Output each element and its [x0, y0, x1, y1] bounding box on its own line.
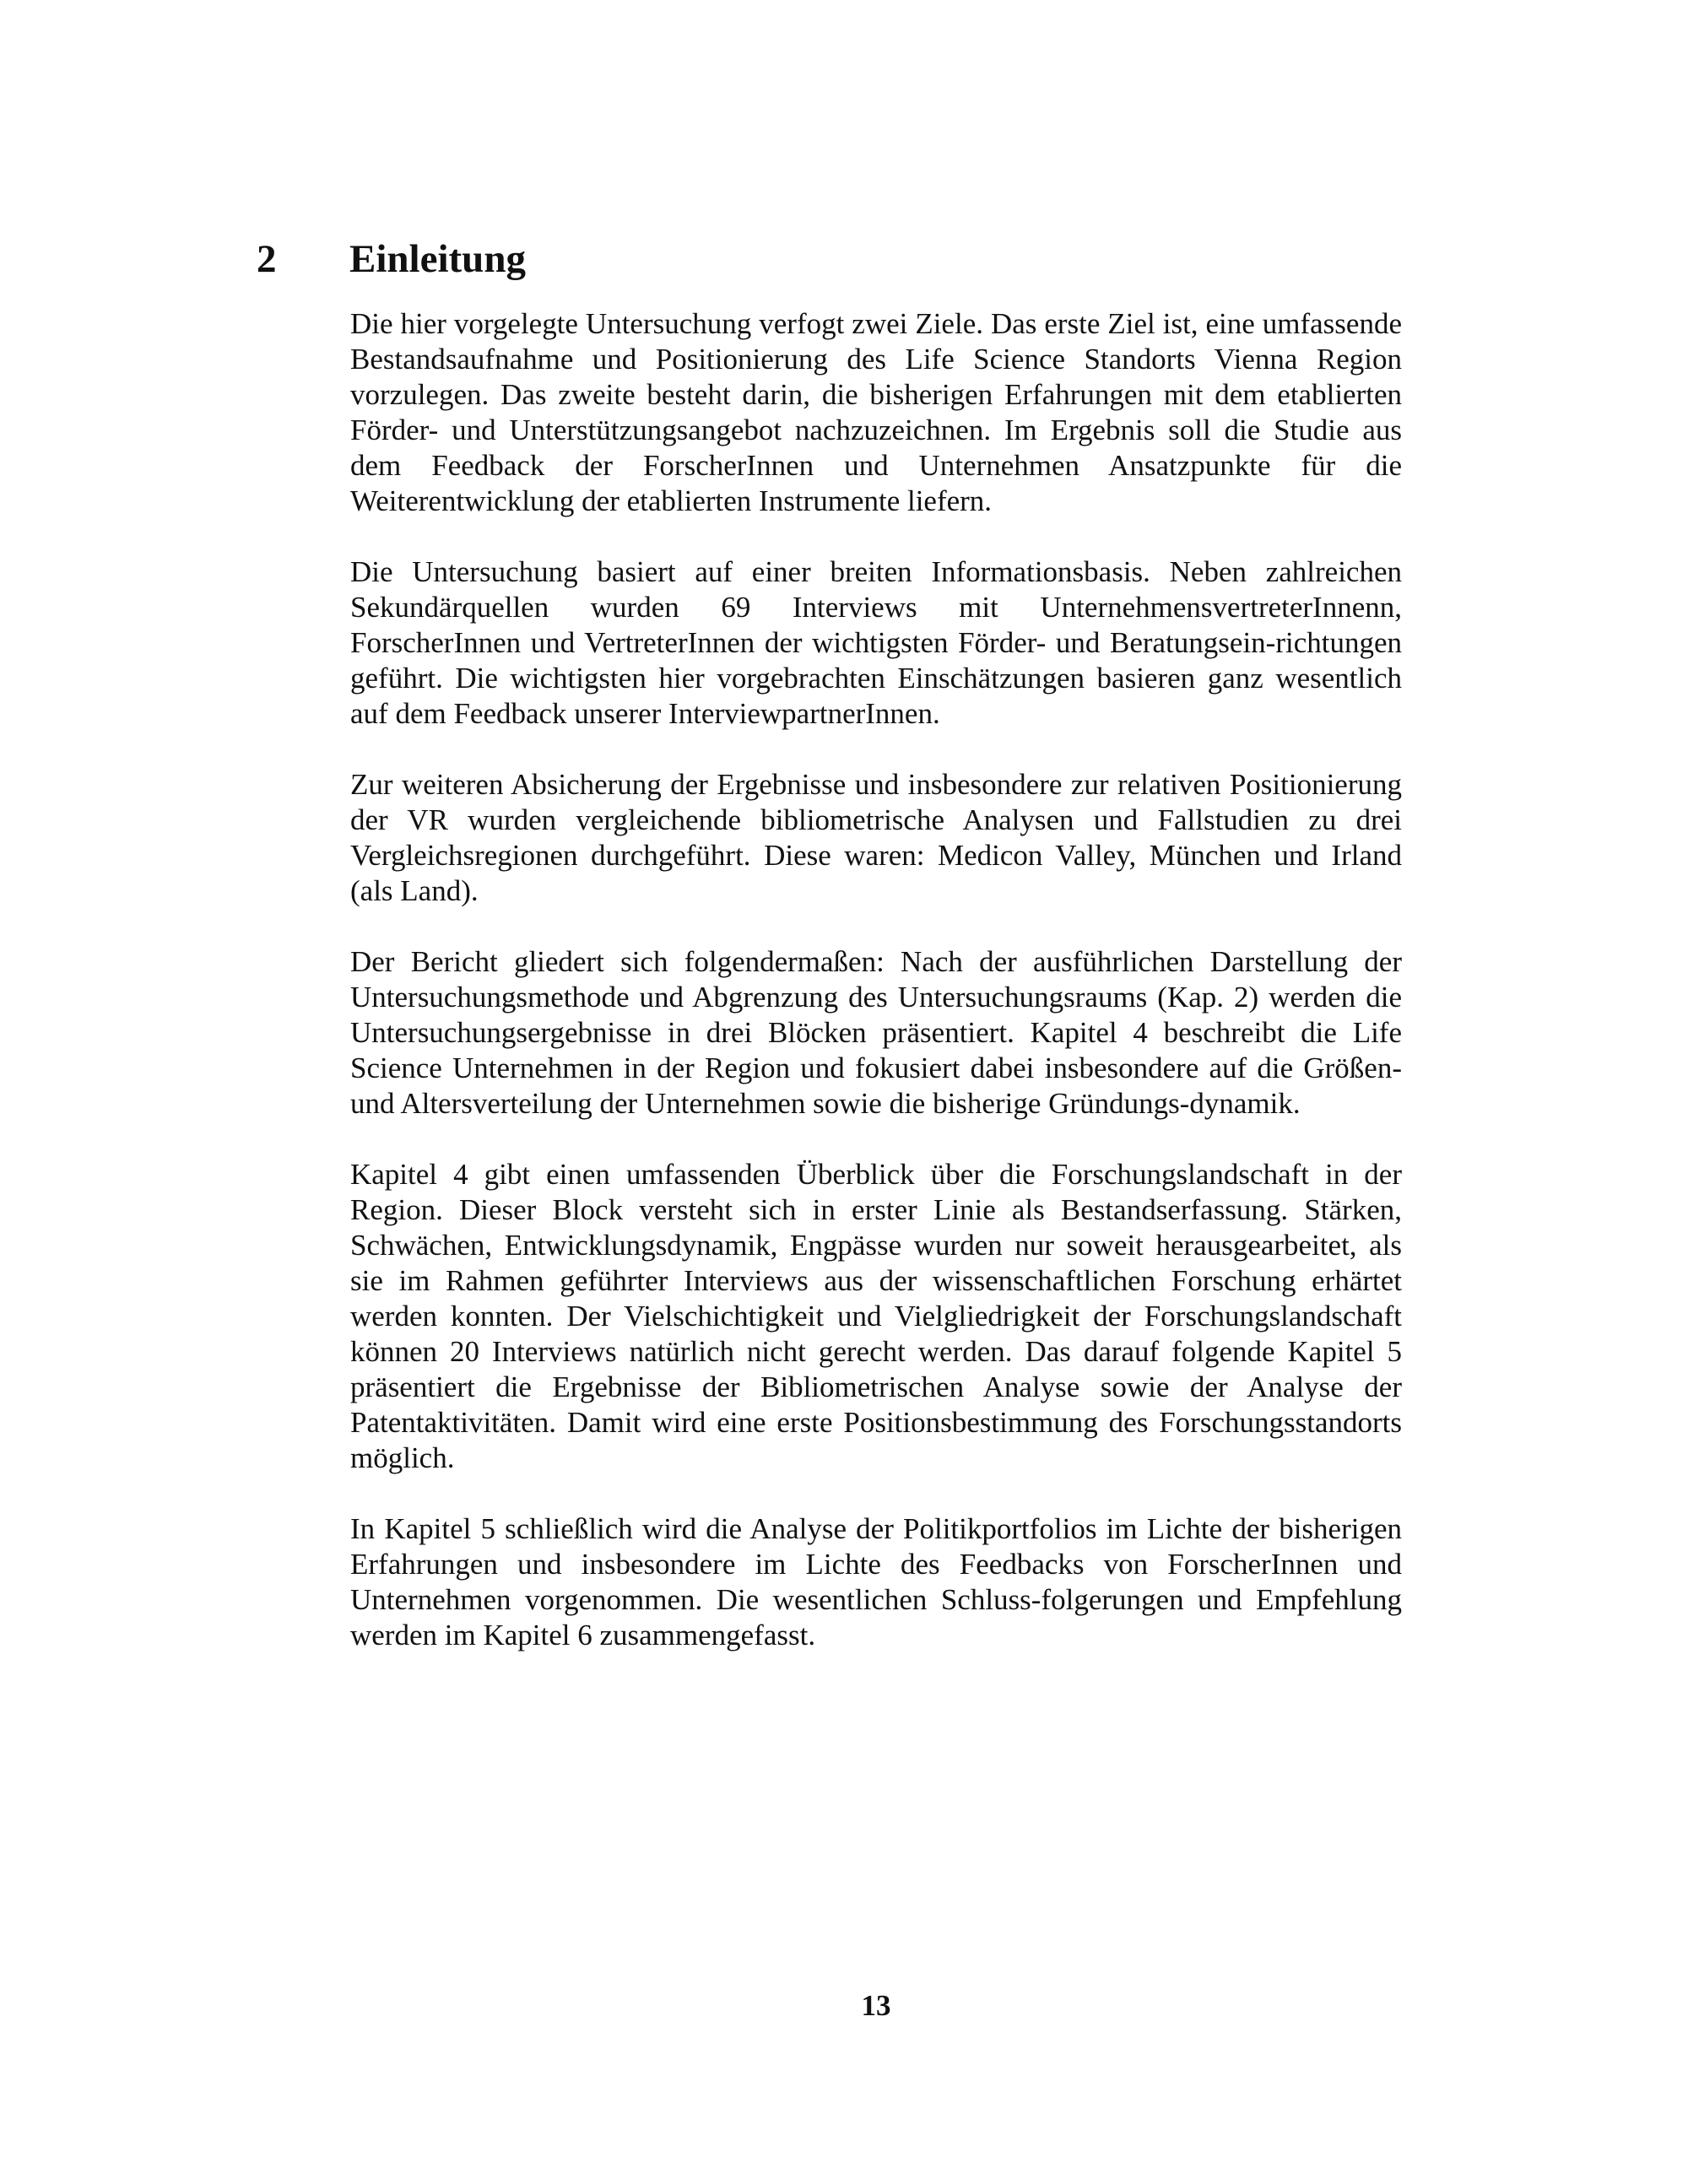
- paragraph-comparative-analysis: Zur weiteren Absicherung der Ergebnisse und insbesondere zur relativen Positionierung der VR wurden vergleichende bibliometrische Analysen und Fallstudien zu drei Vergleichsregionen durchgeführt. Diese waren: Medicon Valley, München und Irland (als Land).: [350, 768, 1402, 907]
- paragraph-research-landscape: Kapitel 4 gibt einen umfassenden Überblick über die Forschungslandschaft in der Region. Dieser Block versteht sich in erster Linie als Bestandserfassung. Stärken, Schwächen, Entwicklungsdynamik, Engpässe wurden nur soweit herausgearbeitet, als sie im Rahmen geführter Interviews aus der wissenschaftlichen Forschung erhärtet werden konnten. Der Vielschichtigkeit und Vielgliedrigkeit der Forschungslandschaft können 20 Interviews natürlich nicht gerecht werden. Das darauf folgende Kapitel 5 präsentiert die Ergebnisse der Bibliometrischen Analyse sowie der Analyse der Patentaktivitäten. Damit wird eine erste Positionsbestimmung des Forschungsstandorts möglich.: [350, 1158, 1402, 1474]
- section-number: 2: [257, 237, 277, 281]
- paragraph-report-structure: Der Bericht gliedert sich folgendermaßen: Nach der ausführlichen Darstellung der Untersuchungsmethode und Abgrenzung des Untersuchungsraums (Kap. 2) werden die Untersuchungsergebnisse in drei Blöcken präsentiert. Kapitel 4 beschreibt die Life Science Unternehmen in der Region und fokusiert dabei insbesondere auf die Größen- und Altersverteilung der Unternehmen sowie die bisherige Gründungs-dynamik.: [350, 945, 1402, 1120]
- paragraph-information-basis: Die Untersuchung basiert auf einer breiten Informationsbasis. Neben zahlreichen Sekundärquellen wurden 69 Interviews mit UnternehmensvertreterInnenn, ForscherInnen und VertreterInnen der wichtigsten Förder- und Beratungsein-richtungen geführt. Die wichtigsten hier vorgebrachten Einschätzungen basieren ganz wesentlich auf dem Feedback unserer InterviewpartnerInnen.: [350, 555, 1402, 730]
- page-number: 13: [861, 1989, 891, 2022]
- section-heading: [257, 230, 526, 289]
- body-text: [350, 306, 1402, 1689]
- paragraph-objectives: Die hier vorgelegte Untersuchung verfogt zwei Ziele. Das erste Ziel ist, eine umfassende Bestandsaufnahme und Positionierung des Life Science Standorts Vienna Region vorzulegen. Das zweite besteht darin, die bisherigen Erfahrungen mit dem etablierten Förder- und Unterstützungsangebot nachzuzeichnen. Im Ergebnis soll die Studie aus dem Feedback der ForscherInnen und Unternehmen Ansatzpunkte für die Weiterentwicklung der etablierten Instrumente liefern.: [350, 307, 1402, 517]
- section-title: Einleitung: [349, 237, 526, 281]
- paragraph-policy-portfolio: In Kapitel 5 schließlich wird die Analyse der Politikportfolios im Lichte der bisherigen Erfahrungen und insbesondere im Lichte des Feedbacks von ForscherInnen und Unternehmen vorgenommen. Die wesentlichen Schluss-folgerungen und Empfehlung werden im Kapitel 6 zusammengefasst.: [350, 1512, 1402, 1652]
